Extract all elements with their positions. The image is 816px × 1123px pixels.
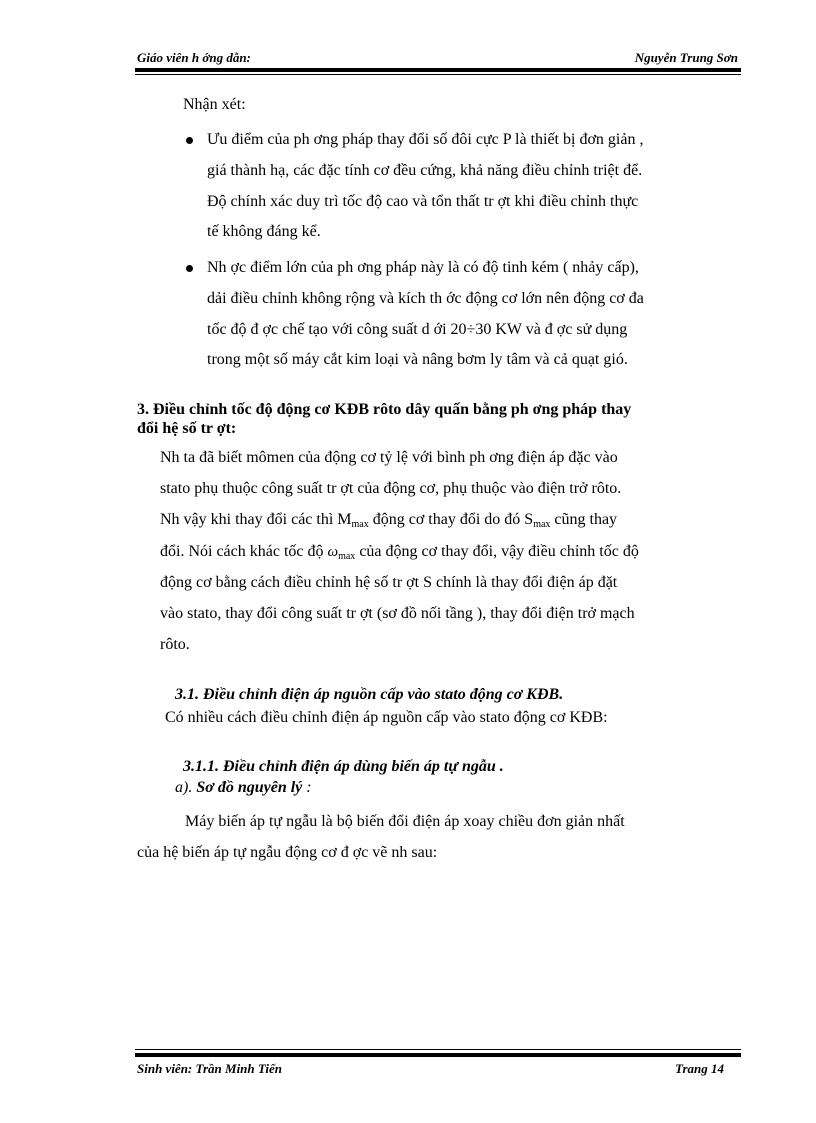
section3-para-line3: Nh vậy khi thay đổi các thì $M_{max}$ động cơ thay đổi do đó $S_{max}$ cũng thay <box>160 511 618 530</box>
remark-bullet2-line3: tốc độ đ ợc chế tạo với công suất d ới 20÷30 KW và đ ợc sử dụng <box>207 321 628 338</box>
remark-bullet1-line2: giá thành hạ, các đặc tính cơ đều cứng, khả năng điều chỉnh triệt để. <box>207 162 643 179</box>
footer-student: Sinh viên: Trần Minh Tiến <box>137 1061 282 1076</box>
section311-para-line2: của hệ biến áp tự ngẫu động cơ đ ợc vẽ nh sau: <box>137 844 438 861</box>
footer-page-number: Trang 14 <box>675 1061 724 1076</box>
header-rule-thick <box>135 68 741 72</box>
remark-bullet2-line2: dải điều chỉnh không rộng và kích th ớc động cơ lớn nên động cơ đa <box>207 290 644 307</box>
section311-subheading: a). Sơ đồ nguyên lý : <box>175 779 312 796</box>
omega-symbol: ω <box>327 544 339 560</box>
section311-heading: 3.1.1. Điều chỉnh điện áp dùng biến áp tự ngẫu . <box>183 758 504 775</box>
page-header <box>137 50 740 70</box>
section31-text: Có nhiều cách điều chỉnh điện áp nguồn cấp vào stato động cơ KĐB: <box>165 709 608 726</box>
header-author: Nguyễn Trung Sơn <box>634 50 738 65</box>
section3-para-line7: rôto. <box>160 636 190 653</box>
remark-bullet1-line4: tế không đáng kể. <box>207 223 321 240</box>
remark-bullet2-line1: Nh ợc điểm lớn của ph ơng pháp này là có độ tinh kém ( nhảy cấp), <box>207 259 639 276</box>
section3-para-line5: động cơ bằng cách điều chỉnh hệ số tr ợt S chính là thay đổi điện áp đặt <box>160 574 618 591</box>
footer-rule-thin <box>135 1049 741 1050</box>
bullet-icon <box>186 265 193 272</box>
bullet-icon <box>186 137 193 144</box>
header-supervisor: Giáo viên h ớng dẫn: <box>137 50 251 65</box>
section31-heading: 3.1. Điều chỉnh điện áp nguồn cấp vào stato động cơ KĐB. <box>175 686 564 703</box>
header-rule-thin <box>135 74 741 75</box>
section311-para-line1: Máy biến áp tự ngẫu là bộ biến đổi điện áp xoay chiều đơn giản nhất <box>185 813 625 830</box>
remark-title: Nhận xét: <box>183 96 246 113</box>
remark-bullet2-line4: trong một số máy cắt kim loại và nâng bơm ly tâm và cả quạt gió. <box>207 351 628 368</box>
section3-para-line4: đổi. Nói cách khác tốc độ $\omega_{max}$ của động cơ thay đổi, vậy điều chỉnh tốc độ <box>160 543 639 562</box>
section3-heading-line2: đổi hệ số tr ợt: <box>137 420 237 437</box>
footer-rule-thick <box>135 1053 741 1057</box>
page-footer <box>137 1061 740 1081</box>
section3-para-line6: vào stato, thay đổi công suất tr ợt (sơ đồ nối tầng ), thay đổi điện trở mạch <box>160 605 635 622</box>
section3-para-line1: Nh ta đã biết mômen của động cơ tỷ lệ với bình ph ơng điện áp đặc vào <box>160 449 618 466</box>
section3-heading-line1: 3. Điều chỉnh tốc độ động cơ KĐB rôto dây quấn bằng ph ơng pháp thay <box>137 401 632 418</box>
remark-bullet1-line1: Ưu điểm của ph ơng pháp thay đổi số đôi cực P là thiết bị đơn giản , <box>207 131 644 148</box>
section3-para-line2: stato phụ thuộc công suất tr ợt của động cơ, phụ thuộc vào điện trở rôto. <box>160 480 622 497</box>
remark-bullet1-line3: Độ chính xác duy trì tốc độ cao và tổn thất tr ợt khi điều chỉnh thực <box>207 193 639 210</box>
